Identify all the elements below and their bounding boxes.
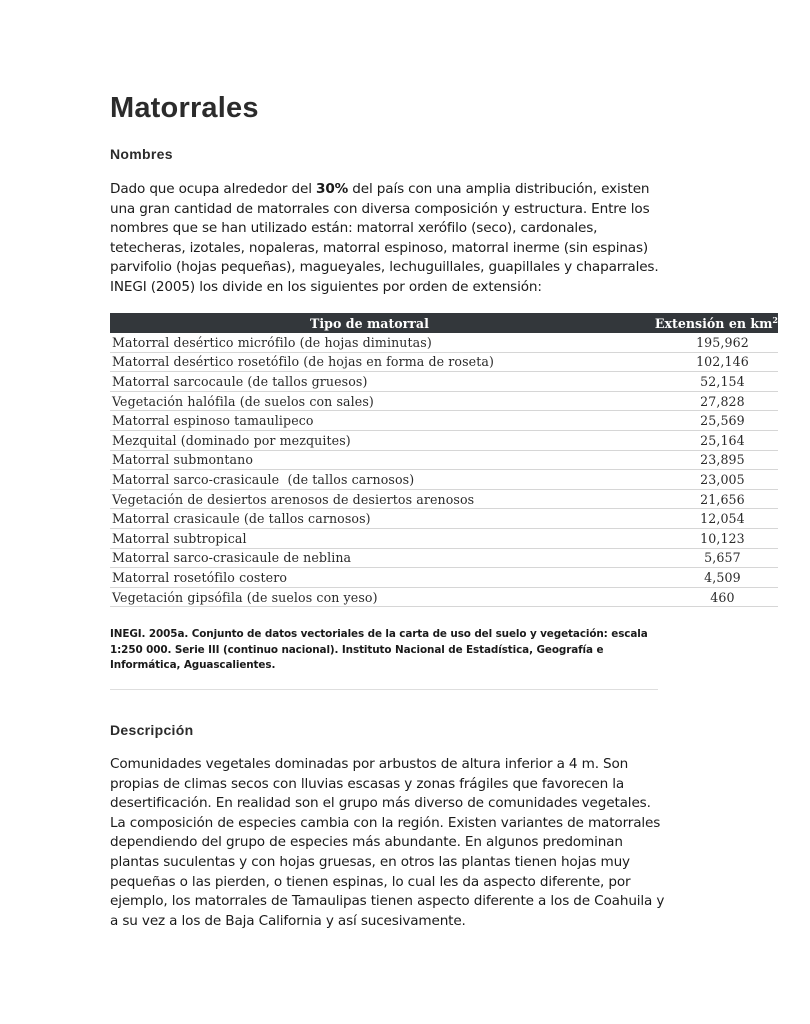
table-row — [110, 470, 778, 490]
cell-extension: 25,569 — [629, 411, 778, 431]
cell-type: Matorral sarcocaule (de tallos gruesos) — [110, 372, 629, 392]
table-row — [110, 333, 778, 352]
cell-extension: 12,054 — [629, 509, 778, 529]
column-header-extension-label: Extensión en km — [654, 315, 773, 331]
section-heading-descripcion: Descripción — [110, 722, 194, 738]
column-header-type: Tipo de matorral — [110, 313, 629, 333]
table-header-row — [110, 313, 778, 333]
table-source-citation: INEGI. 2005a. Conjunto de datos vectoriales de la carta de uso del suelo y vegetación: escala 1:250 000. Serie III (continuo nacional). Instituto Nacional de Estadística, Geografía e Informática, Aguascalientes. — [110, 628, 648, 672]
cell-extension: 4,509 — [629, 568, 778, 588]
matorral-extension-table — [110, 313, 778, 607]
cell-type: Matorral subtropical — [110, 528, 629, 548]
cell-type: Vegetación halófila (de suelos con sales) — [110, 391, 629, 411]
table-row — [110, 548, 778, 568]
table-row — [110, 568, 778, 588]
column-header-extension — [629, 313, 778, 333]
page-title: Matorrales — [110, 92, 259, 124]
cell-extension: 10,123 — [629, 528, 778, 548]
column-header-extension-sup: 2 — [772, 314, 778, 325]
cell-type: Matorral submontano — [110, 450, 629, 470]
cell-type: Vegetación gipsófila (de suelos con yeso) — [110, 587, 629, 607]
table-row — [110, 352, 778, 372]
cell-extension: 23,895 — [629, 450, 778, 470]
cell-type: Matorral sarco-crasicaule de neblina — [110, 548, 629, 568]
cell-extension: 5,657 — [629, 548, 778, 568]
nombres-paragraph-highlight: 30% — [316, 181, 349, 197]
table-row — [110, 587, 778, 607]
table-row — [110, 450, 778, 470]
table-row — [110, 372, 778, 392]
cell-extension: 460 — [629, 587, 778, 607]
cell-type: Mezquital (dominado por mezquites) — [110, 430, 629, 450]
descripcion-paragraph: Comunidades vegetales dominadas por arbustos de altura inferior a 4 m. Son propias de climas secos con lluvias escasas y zonas frágiles que favorecen la desertificación. En realidad son el grupo más diverso de comunidades vegetales. La composición de especies cambia con la región. Existen variantes de matorrales dependiendo del grupo de especies más abundante. En algunos predominan plantas suculentas y con hojas gruesas, en otros las plantas tienen hojas muy pequeñas o las pierden, o tienen espinas, lo cual les da aspecto diferente, por ejemplo, los matorrales de Tamaulipas tienen aspecto diferente a los de Coahuila y a su vez a los de Baja California y así sucesivamente. — [110, 756, 665, 929]
table-row — [110, 509, 778, 529]
cell-type: Matorral crasicaule (de tallos carnosos) — [110, 509, 629, 529]
nombres-paragraph-start: Dado que ocupa alrededor del — [110, 181, 317, 197]
cell-type: Matorral desértico rosetófilo (de hojas en forma de roseta) — [110, 352, 629, 372]
cell-type: Vegetación de desiertos arenosos de desiertos arenosos — [110, 489, 629, 509]
section-divider — [110, 689, 658, 690]
cell-extension: 102,146 — [629, 352, 778, 372]
table-row — [110, 391, 778, 411]
cell-extension: 23,005 — [629, 470, 778, 490]
table-row — [110, 411, 778, 431]
table-row — [110, 489, 778, 509]
cell-extension: 25,164 — [629, 430, 778, 450]
nombres-paragraph — [110, 180, 670, 298]
nombres-paragraph-end: del país con una amplia distribución, existen una gran cantidad de matorrales con diversa composición y estructura. Entre los nombres que se han utilizado están: matorral xerófilo (seco), cardonales, tetecheras, izotales, nopaleras, matorral espinoso, matorral inerme (sin espinas) parvifolio (hojas pequeñas), magueyales, lechuguillales, guapillales y chaparrales. INEGI (2005) los divide en los siguientes por orden de extensión: — [110, 181, 659, 295]
table-row — [110, 528, 778, 548]
cell-extension: 195,962 — [629, 333, 778, 352]
cell-type: Matorral espinoso tamaulipeco — [110, 411, 629, 431]
cell-extension: 27,828 — [629, 391, 778, 411]
cell-type: Matorral desértico micrófilo (de hojas diminutas) — [110, 333, 629, 352]
cell-extension: 21,656 — [629, 489, 778, 509]
cell-type: Matorral rosetófilo costero — [110, 568, 629, 588]
cell-extension: 52,154 — [629, 372, 778, 392]
cell-type: Matorral sarco-crasicaule (de tallos carnosos) — [110, 470, 629, 490]
section-heading-nombres: Nombres — [110, 146, 173, 162]
table-row — [110, 430, 778, 450]
